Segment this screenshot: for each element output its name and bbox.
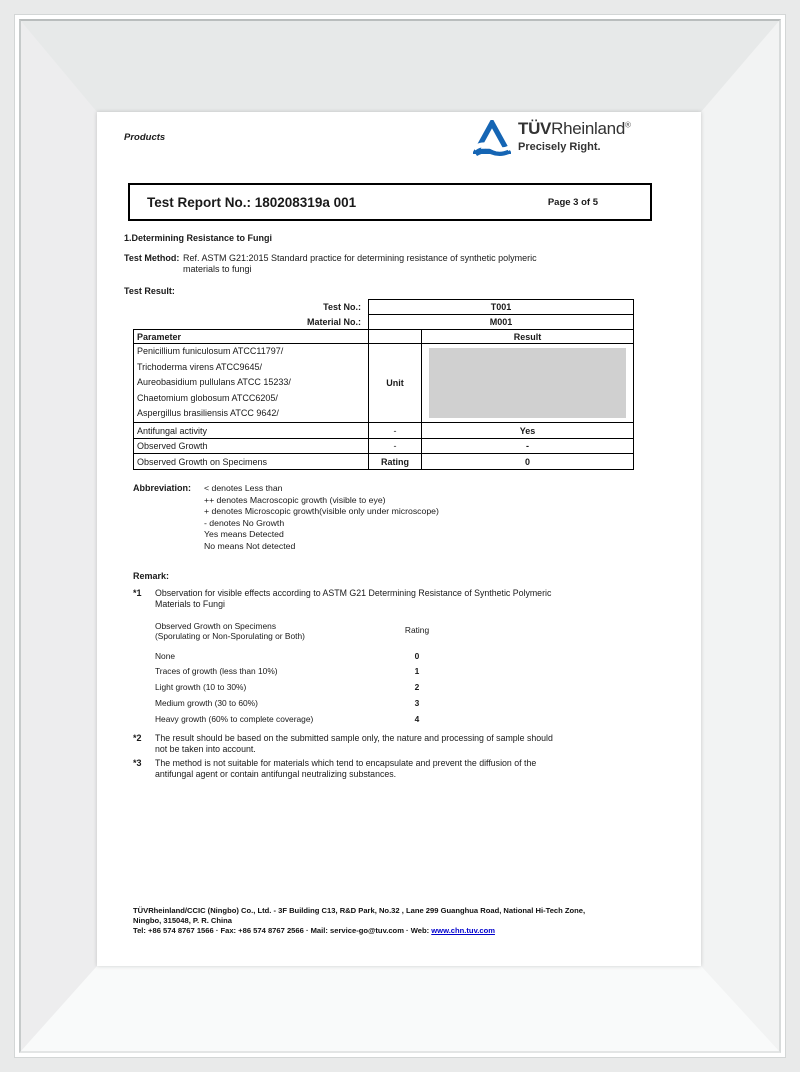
table-row-unit: - [369, 423, 422, 439]
test-no-label: Test No.: [323, 302, 361, 312]
report-number: Test Report No.: 180208319a 001 [147, 194, 357, 210]
tuv-rheinland-logo [473, 120, 631, 162]
species-unit-cell: Unit [369, 344, 422, 423]
rating-row-value: 3 [414, 698, 420, 708]
table-row-result: Yes [422, 423, 634, 439]
footer-contact-line: Tel: +86 574 8767 1566 · Fax: +86 574 8767 2566 · Mail: service-go@tuv.com · Web: www.chn.tuv.com [133, 926, 495, 935]
report-page [97, 112, 701, 966]
table-row-result: - [422, 439, 634, 454]
rating-row-label: Medium growth (30 to 60%) [155, 698, 258, 708]
title-box [128, 183, 652, 221]
remark-3-text: The method is not suitable for materials which tend to encapsulate and prevent the diffusion of the antifungal agent or contain antifungal neutralizing substances. [155, 758, 537, 779]
tuv-triangle-logo-icon [473, 120, 511, 162]
rating-table-header-line1: Observed Growth on Specimens [155, 621, 277, 631]
table-row-param: Observed Growth on Specimens [134, 454, 369, 470]
remark-2-number: *2 [133, 733, 142, 743]
result-placeholder-cell [422, 344, 634, 423]
remark-1-text: Observation for visible effects according to ASTM G21 Determining Resistance of Synthetic Polymeric Materials to Fungi [155, 588, 552, 609]
section-heading: 1.Determining Resistance to Fungi [124, 233, 273, 243]
table-row-unit: - [369, 439, 422, 454]
unit-header-cell [369, 330, 422, 344]
parameter-header: Parameter [134, 330, 369, 344]
table-row-param: Antifungal activity [134, 423, 369, 439]
rating-table-header-line2: (Sporulating or Non-Sporulating or Both) [155, 631, 305, 641]
test-no-value: T001 [369, 300, 634, 315]
result-gray-box [429, 348, 626, 418]
website-link[interactable]: www.chn.tuv.com [431, 926, 495, 935]
rating-row-label: Light growth (10 to 30%) [155, 682, 247, 692]
page-indicator: Page 3 of 5 [547, 196, 598, 208]
footer-address-line2: Ningbo, 315048, P. R. China [133, 916, 233, 925]
logo-tagline: Precisely Right. [518, 141, 601, 153]
table-row-param: Observed Growth [134, 439, 369, 454]
rating-row-label: None [155, 651, 176, 661]
fungi-species-list: Penicillium funiculosum ATCC11797/ Trichoderma virens ATCC9645/ Aureobasidium pullulans ATCC 15233/ Chaetomium globosum ATCC6205/ Aspergillus brasiliensis ATCC 9642/ [134, 344, 369, 423]
logo-wordmark: TÜVRheinland® [518, 119, 631, 138]
remark-label: Remark: [133, 571, 170, 581]
material-no-value: M001 [369, 315, 634, 330]
material-no-label: Material No.: [306, 316, 361, 327]
rating-row-value: 0 [414, 651, 420, 661]
logo-text [518, 120, 631, 153]
footer [133, 906, 673, 936]
test-method-label: Test Method: [124, 253, 180, 263]
footer-address-line1: TÜVRheinland/CCIC (Ningbo) Co., Ltd. - 3F Building C13, R&D Park, No.32 , Lane 299 Guanghua Road, National Hi-Tech Zone, [133, 906, 586, 915]
table-row-unit: Rating [369, 454, 422, 470]
remark-1-number: *1 [133, 588, 142, 598]
rating-row-label: Traces of growth (less than 10%) [155, 666, 278, 676]
test-method-text: Ref. ASTM G21:2015 Standard practice for determining resistance of synthetic polymeric materials to fungi [183, 253, 537, 274]
result-table [133, 299, 634, 470]
remark-2-text: The result should be based on the submitted sample only, the nature and processing of sample should not be taken into account. [155, 733, 553, 754]
table-row-result: 0 [422, 454, 634, 470]
rating-row-value: 1 [414, 666, 420, 676]
rating-table-rating-header: Rating [404, 625, 430, 635]
abbreviation-lines: < denotes Less than ++ denotes Macroscopic growth (visible to eye) + denotes Microscopic growth(visible only under microscope) - denotes No Growth Yes means Detected No means Not detected [204, 483, 439, 551]
rating-row-value: 2 [414, 682, 420, 692]
products-label: Products [124, 132, 166, 143]
remark-3-number: *3 [133, 758, 142, 768]
rating-row-label: Heavy growth (60% to complete coverage) [155, 714, 314, 724]
result-header: Result [422, 330, 634, 344]
abbreviation-label: Abbreviation: [133, 483, 192, 493]
test-result-label: Test Result: [124, 286, 175, 296]
registered-mark: ® [624, 120, 631, 130]
rating-row-value: 4 [414, 714, 420, 724]
